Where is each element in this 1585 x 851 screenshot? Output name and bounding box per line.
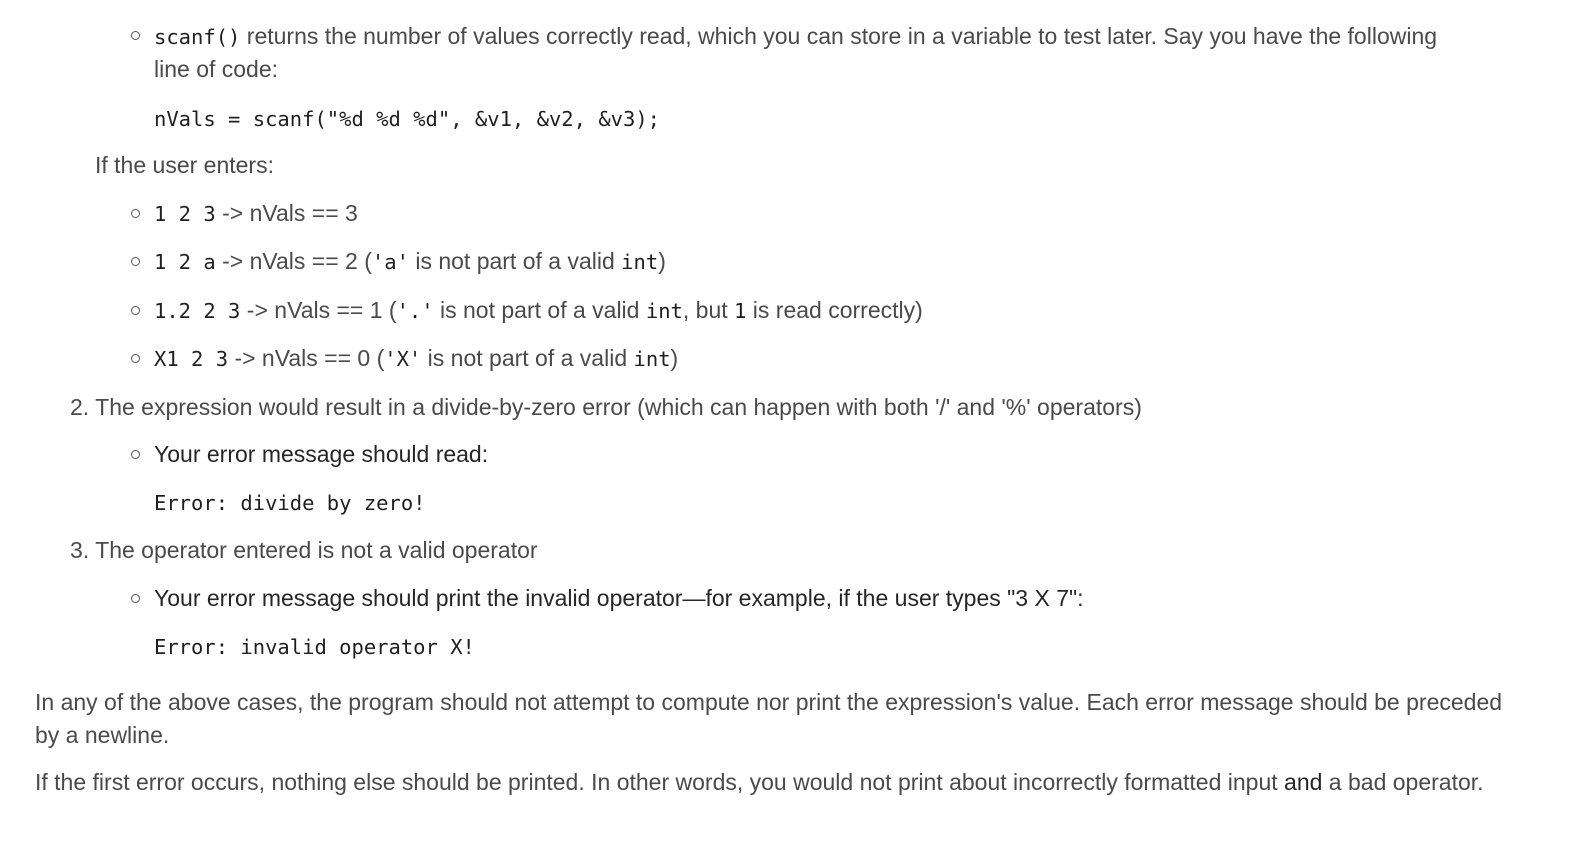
scanf-code: scanf(): [154, 25, 241, 49]
bullet-icon: [131, 209, 140, 218]
code-line: nVals = scanf("%d %d %d", &v1, &v2, &v3);: [154, 107, 661, 131]
item3-bullet: Your error message should print the invalid operator—for example, if the user types "3 X 7":: [154, 585, 1084, 611]
bullet-icon: [131, 450, 140, 459]
bullet-icon: [131, 257, 140, 266]
item3-code: Error: invalid operator X!: [154, 635, 475, 659]
list-item-3: 3. The operator entered is not a valid operator: [70, 537, 538, 563]
item2-bullet: Your error message should read:: [154, 441, 489, 467]
if-user-enters: If the user enters:: [95, 152, 274, 178]
paragraph-2: If the first error occurs, nothing else should be printed. In other words, you would not print about incorrectly formatted input and a bad operator.: [35, 769, 1484, 795]
bullet-icon: [131, 31, 140, 40]
scanf-description-cont: line of code:: [154, 56, 279, 82]
case-item: 1.2 2 3 -> nVals == 1 ('.' is not part of a valid int, but 1 is read correctly): [154, 297, 923, 323]
item2-code: Error: divide by zero!: [154, 491, 426, 515]
bold-and: and: [1284, 769, 1323, 795]
bullet-icon: [131, 306, 140, 315]
bullet-icon: [131, 354, 140, 363]
bullet-icon: [131, 594, 140, 603]
paragraph-1: In any of the above cases, the program should not attempt to compute nor print the expression's value. Each error message should be preceded by a newline.: [35, 689, 1503, 748]
scanf-description: scanf() returns the number of values correctly read, which you can store in a variable to test later. Say you have the following: [154, 23, 1438, 49]
case-item: 1 2 3 -> nVals == 3: [154, 200, 358, 226]
list-item-2: 2. The expression would result in a divide-by-zero error (which can happen with both '/' and '%' operators): [70, 394, 1142, 420]
case-item: 1 2 a -> nVals == 2 ('a' is not part of a valid int): [154, 248, 666, 274]
case-item: X1 2 3 -> nVals == 0 ('X' is not part of a valid int): [154, 345, 679, 371]
